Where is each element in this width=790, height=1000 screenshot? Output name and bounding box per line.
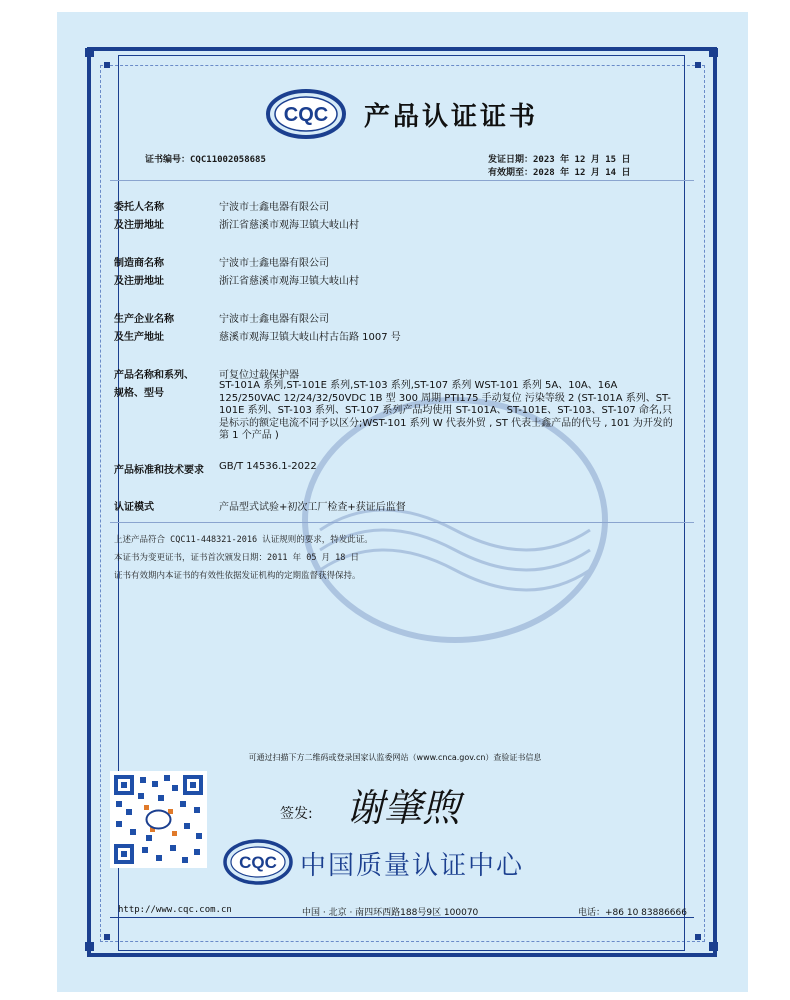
corner-ornament	[695, 62, 701, 68]
cqc-issuer-logo	[222, 838, 294, 886]
product-label: 产品名称和系列、	[114, 370, 194, 381]
standard-label: 产品标准和技术要求	[114, 465, 204, 476]
corner-ornament	[695, 934, 701, 940]
qr-code[interactable]	[110, 771, 207, 868]
manufacturer-address-label: 及注册地址	[114, 276, 164, 287]
factory-value: 宁波市士鑫电器有限公司	[219, 314, 329, 325]
factory-address-label: 及生产地址	[114, 332, 164, 343]
corner-ornament	[85, 942, 94, 951]
verify-note: 可通过扫描下方二维码或登录国家认监委网站（www.cnca.gov.cn）查验证书信息	[248, 753, 542, 762]
product-name: 可复位过载保护器	[219, 370, 299, 381]
footer-website[interactable]: http://www.cqc.com.cn	[118, 905, 232, 915]
body-divider	[110, 522, 694, 523]
certificate-title: 产品认证证书	[364, 102, 539, 132]
expiry-date-row	[488, 165, 630, 178]
handwritten-signature	[333, 777, 473, 832]
issue-date-label: 发证日期：	[488, 155, 534, 165]
statement-line: 本证书为变更证书，证书首次颁发日期：2011 年 05 月 18 日	[114, 553, 360, 563]
corner-ornament	[85, 48, 94, 57]
product-description: ST-101A 系列,ST-101E 系列,ST-103 系列,ST-107 系列 WST-101 系列 5A、10A、16A 125/250VAC 12/24/32/50VDC 1B 型 300 周期 PTI175 手动复位 污染等级 2 (ST-101A 系列、ST-101E 系列、ST-103 系列、ST-107 系列产品均使用 ST-101A、ST-101E、ST-103、ST-107 命名,只是标示的额定电流不同予以区分;WST-101 系列 W 代表外贸 , ST 代表士鑫产品的代号 , 101 为开发的第 1 个产品 )	[219, 380, 673, 441]
statement-line: 证书有效期内本证书的有效性依据发证机构的定期监督获得保持。	[114, 571, 361, 581]
issue-date-row	[488, 152, 630, 165]
cert-number-row	[145, 152, 266, 165]
header-divider	[110, 180, 694, 181]
manufacturer-address-value: 浙江省慈溪市观海卫镇大岐山村	[219, 276, 359, 287]
footer-phone: 电话：+86 10 83886666	[578, 908, 687, 918]
manufacturer-value: 宁波市士鑫电器有限公司	[219, 258, 329, 269]
factory-label: 生产企业名称	[114, 314, 174, 325]
logo-text: CQC	[283, 104, 329, 126]
issuer-logo-text: CQC	[239, 853, 277, 872]
applicant-address-value: 浙江省慈溪市观海卫镇大岐山村	[219, 220, 359, 231]
signature-text: 谢肇煦	[345, 786, 461, 830]
manufacturer-label: 制造商名称	[114, 258, 164, 269]
expiry-date-label: 有效期至：	[488, 168, 534, 178]
expiry-date: 2028 年 12 月 14 日	[533, 168, 631, 178]
product-label-2: 规格、型号	[114, 388, 164, 399]
applicant-address-label: 及注册地址	[114, 220, 164, 231]
corner-ornament	[709, 48, 718, 57]
cert-number-label: 证书编号：	[145, 155, 191, 165]
cert-number: CQC11002058685	[190, 155, 266, 165]
signature-label: 签发:	[280, 806, 313, 822]
statement-line: 上述产品符合 CQC11-448321-2016 认证规则的要求，特发此证。	[114, 535, 373, 545]
applicant-label: 委托人名称	[114, 202, 164, 213]
footer-address: 中国 · 北京 · 南四环西路188号9区 100070	[302, 908, 479, 918]
applicant-value: 宁波市士鑫电器有限公司	[219, 202, 329, 213]
corner-ornament	[709, 942, 718, 951]
footer-divider	[110, 917, 694, 918]
corner-ornament	[104, 934, 110, 940]
cqc-logo	[265, 88, 347, 140]
corner-ornament	[104, 62, 110, 68]
mode-label: 认证模式	[114, 502, 154, 513]
factory-address-value: 慈溪市观海卫镇大岐山村古缶路 1007 号	[219, 332, 401, 343]
standard-value: GB/T 14536.1-2022	[219, 461, 317, 472]
issuer-name: 中国质量认证中心	[300, 851, 525, 881]
mode-value: 产品型式试验+初次工厂检查+获证后监督	[219, 502, 406, 513]
issue-date: 2023 年 12 月 15 日	[533, 155, 631, 165]
